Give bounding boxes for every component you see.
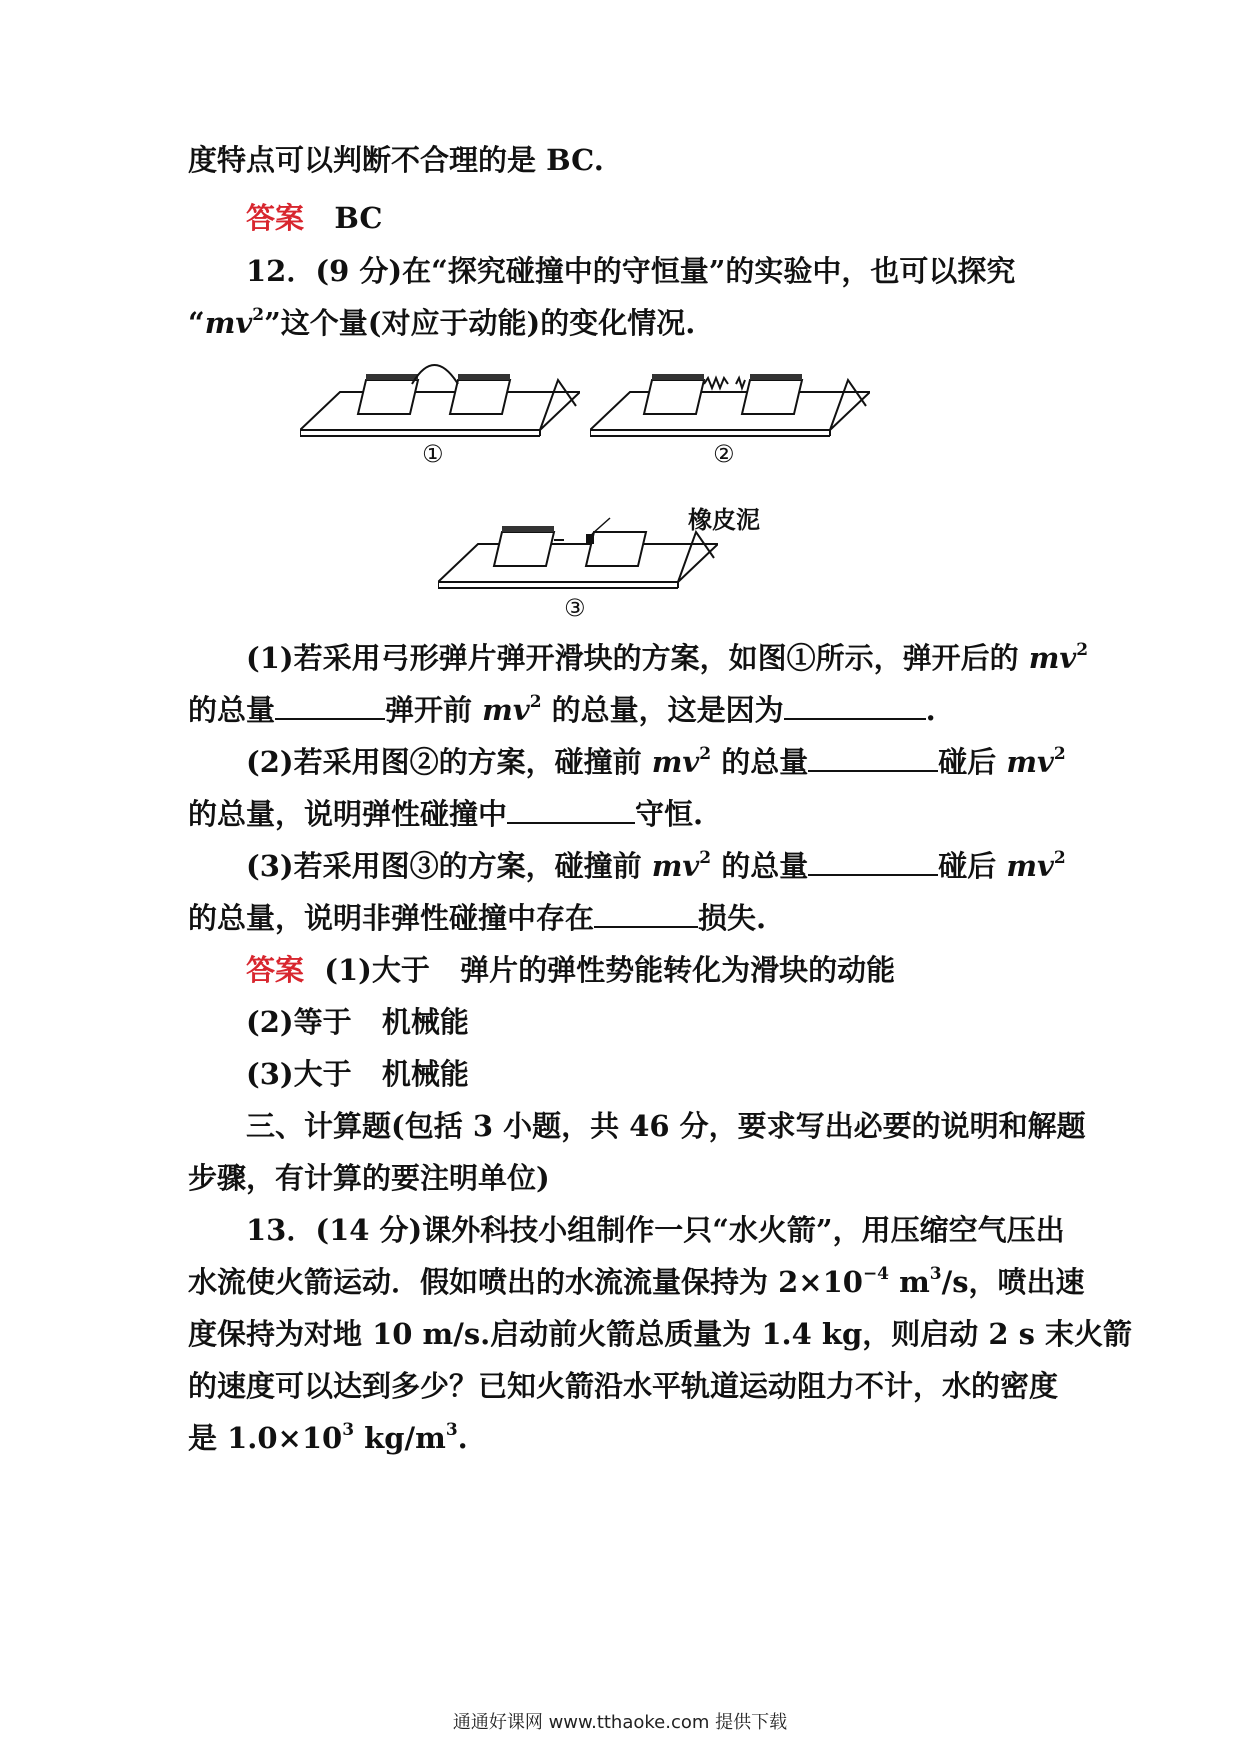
answer-line: (2)等于 机械能 xyxy=(246,1005,469,1039)
figure-3-plasticine xyxy=(438,516,718,596)
text-line: 度特点可以判断不合理的是 BC. xyxy=(188,143,604,177)
answer-label: 答案 xyxy=(246,953,305,987)
answer-blank[interactable] xyxy=(808,850,938,876)
question-13-line: 水流使火箭运动．假如喷出的水流流量保持为 $2\times 10^{-4}$ $m^3/s$，喷出速 xyxy=(188,1264,1085,1299)
section-heading: 三、计算题(包括 3 小题，共 46 分，要求写出必要的说明和解题 xyxy=(246,1109,1086,1143)
figure-3-caption: ③ xyxy=(564,594,586,622)
figure-2-spring xyxy=(590,360,870,440)
figure-1-caption: ① xyxy=(422,440,444,468)
answer-blank[interactable] xyxy=(275,694,385,720)
question-12-part-1: (1)若采用弓形弹片弹开滑块的方案，如图①所示，弹开后的 $mv^2$ xyxy=(246,640,1089,675)
question-13-line: 度保持为对地 10 m/s.启动前火箭总质量为 1.4 kg，则启动 2 s 末火箭 xyxy=(188,1317,1133,1351)
question-12-line: 12．(9 分)在“探究碰撞中的守恒量”的实验中，也可以探究 xyxy=(246,254,1016,288)
answer-line: 答案 (1)大于 弹片的弹性势能转化为滑块的动能 xyxy=(246,953,896,987)
question-13-line: 是 $1.0\times 10^3$ $kg/m^3$. xyxy=(188,1420,468,1455)
question-13-line: 的速度可以达到多少？已知火箭沿水平轨道运动阻力不计，水的密度 xyxy=(188,1369,1059,1403)
answer-blank[interactable] xyxy=(784,694,926,720)
question-12-line: “$mv^2$”这个量(对应于动能)的变化情况. xyxy=(188,305,696,340)
figure-3-plasticine-label: 橡皮泥 xyxy=(688,506,760,534)
answer-value: BC xyxy=(334,201,383,235)
section-heading: 步骤，有计算的要注明单位) xyxy=(188,1161,550,1195)
answer-line xyxy=(246,198,1126,238)
answer-blank[interactable] xyxy=(808,746,938,772)
question-12-part-3: (3)若采用图③的方案，碰撞前 $mv^2$ 的总量 碰后 $mv^2$ xyxy=(246,848,1066,883)
answer-line: (3)大于 机械能 xyxy=(246,1057,469,1091)
page-footer: 通通好课网 www.tthaoke.com 提供下载 xyxy=(452,1712,788,1733)
question-12-part-1: 的总量 弹开前 $mv^2$ 的总量，这是因为 . xyxy=(188,692,936,727)
question-13-line: 13．(14 分)课外科技小组制作一只“水火箭”，用压缩空气压出 xyxy=(246,1213,1065,1247)
question-12-part-2: 的总量，说明弹性碰撞中 守恒. xyxy=(188,797,704,831)
question-12-part-2: (2)若采用图②的方案，碰撞前 $mv^2$ 的总量 碰后 $mv^2$ xyxy=(246,744,1066,779)
figure-1-bow-spring xyxy=(300,360,580,440)
answer-blank[interactable] xyxy=(594,902,698,928)
answer-label: 答案 xyxy=(246,201,305,235)
answer-blank[interactable] xyxy=(507,798,635,824)
figure-2-caption: ② xyxy=(713,440,735,468)
question-12-part-3: 的总量，说明非弹性碰撞中存在 损失. xyxy=(188,901,767,935)
